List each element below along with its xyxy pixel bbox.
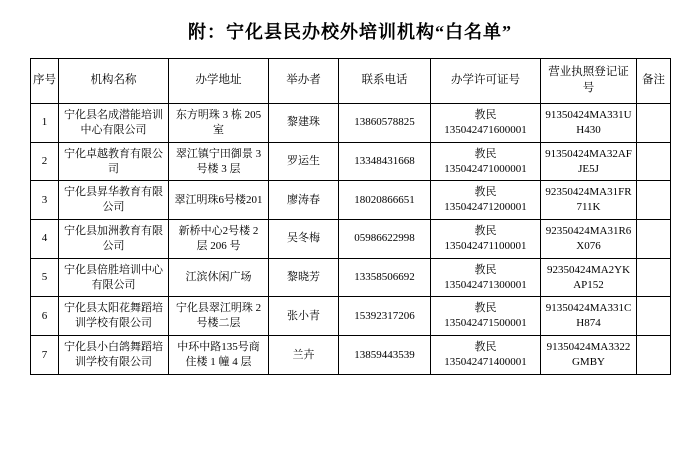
cell-phone: 13859443539 [339,336,431,375]
table-row [31,297,671,336]
page-title: 附：宁化县民办校外培训机构“白名单” [188,22,512,42]
cell-phone: 13348431668 [339,142,431,181]
cell-phone: 05986622998 [339,220,431,259]
table-row [31,142,671,181]
cell-address: 翠江镇宁田御景 3 号楼 3 层 [169,142,269,181]
permit-prefix: 教民 [474,147,497,160]
cell-name: 宁化县名成潜能培训中心有限公司 [59,104,169,143]
column-header-license: 营业执照登记证号 [541,59,637,104]
cell-remark [637,181,671,220]
permit-number: 135042471300001 [444,278,527,291]
table-row [31,258,671,297]
table-container [0,58,700,375]
permit-prefix: 教民 [474,263,497,276]
permit-number: 135042471500001 [444,317,527,330]
table-row [31,336,671,375]
cell-name: 宁化县太阳花舞蹈培训学校有限公司 [59,297,169,336]
cell-index: 1 [31,104,59,143]
cell-host: 黎晓芳 [269,258,339,297]
table-row [31,104,671,143]
cell-remark [637,104,671,143]
cell-phone: 15392317206 [339,297,431,336]
cell-host: 黎建珠 [269,104,339,143]
cell-permit [431,181,541,220]
permit-number: 135042471000001 [444,162,527,175]
cell-permit [431,104,541,143]
cell-host: 张小青 [269,297,339,336]
cell-address: 江滨休闲广场 [169,258,269,297]
cell-remark [637,336,671,375]
cell-remark [637,297,671,336]
cell-remark [637,142,671,181]
cell-index: 7 [31,336,59,375]
cell-index: 2 [31,142,59,181]
table-body [31,104,671,375]
cell-permit [431,336,541,375]
cell-license: 91350424MA3322GMBY [541,336,637,375]
permit-prefix: 教民 [474,302,497,315]
cell-permit [431,297,541,336]
permit-prefix: 教民 [474,186,497,199]
table-row [31,220,671,259]
cell-index: 3 [31,181,59,220]
column-header-permit: 办学许可证号 [431,59,541,104]
table-header-row [31,59,671,104]
cell-remark [637,220,671,259]
cell-license: 92350424MA2YKAP152 [541,258,637,297]
permit-number: 135042471200001 [444,201,527,214]
cell-permit [431,220,541,259]
cell-address: 东方明珠 3 栋 205 室 [169,104,269,143]
cell-name: 宁化卓越教育有限公司 [59,142,169,181]
cell-name: 宁化县小白鸽舞蹈培训学校有限公司 [59,336,169,375]
column-header-phone: 联系电话 [339,59,431,104]
cell-index: 5 [31,258,59,297]
cell-index: 6 [31,297,59,336]
cell-permit [431,258,541,297]
table-header [31,59,671,104]
permit-prefix: 教民 [474,225,497,238]
column-header-remark: 备注 [637,59,671,104]
cell-phone: 18020866651 [339,181,431,220]
whitelist-table [30,58,671,375]
cell-host: 廖涛春 [269,181,339,220]
cell-license: 91350424MA331UH430 [541,104,637,143]
cell-license: 91350424MA331CH874 [541,297,637,336]
permit-number: 135042471600001 [444,123,527,136]
permit-number: 135042471400001 [444,355,527,368]
cell-index: 4 [31,220,59,259]
cell-remark [637,258,671,297]
cell-address: 宁化县翠江明珠 2 号楼二层 [169,297,269,336]
column-header-index: 序号 [31,59,59,104]
cell-name: 宁化县加洲教育有限公司 [59,220,169,259]
column-header-name: 机构名称 [59,59,169,104]
cell-phone: 13860578825 [339,104,431,143]
cell-phone: 13358506692 [339,258,431,297]
cell-license: 92350424MA31R6X076 [541,220,637,259]
cell-host: 兰卉 [269,336,339,375]
cell-host: 吴冬梅 [269,220,339,259]
cell-license: 92350424MA31FR711K [541,181,637,220]
table-row [31,181,671,220]
permit-prefix: 教民 [474,341,497,354]
cell-host: 罗运生 [269,142,339,181]
cell-address: 中环中路135号商住楼 1 幢 4 层 [169,336,269,375]
column-header-address: 办学地址 [169,59,269,104]
cell-name: 宁化县倍胜培训中心有限公司 [59,258,169,297]
cell-address: 新桥中心2号楼 2 层 206 号 [169,220,269,259]
cell-license: 91350424MA32AFJE5J [541,142,637,181]
cell-name: 宁化县昇华教育有限公司 [59,181,169,220]
permit-number: 135042471100001 [444,239,527,252]
permit-prefix: 教民 [474,109,497,121]
column-header-host: 举办者 [269,59,339,104]
cell-address: 翠江明珠6号楼201 [169,181,269,220]
cell-permit [431,142,541,181]
